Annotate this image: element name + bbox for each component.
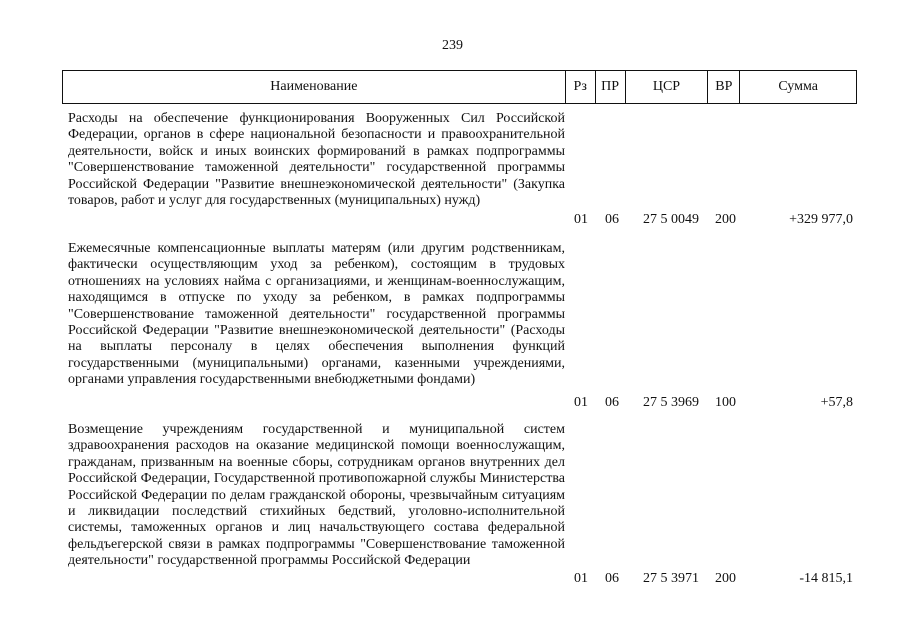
row-name: Возмещение учреждениям государственной и муниципальной систем здравоохранения расходов на оказание медицинской помощи военнослужащим, гражданам, призванным на военные сборы, сотрудникам органов внутренних дел Российской Федерации, Государственной противопожарной службы Министерства Российской Федерации по делам гражданской обороны, чрезвычайным ситуациям и ликвидации последствий стихийных бедствий, уголовно-исполнительной системы, таможенных органов и лиц начальствующего состава федеральной фельдъегерской связи в рамках подпрограммы "Совершенствование таможенной деятельности" государственной программы Российской Федерации [68, 422, 565, 569]
row-vr: 200 [715, 212, 736, 227]
header-name: Наименование [270, 79, 358, 94]
header-csr: ЦСР [625, 71, 708, 103]
table-row [62, 111, 857, 235]
row-csr: 27 5 3971 [643, 571, 699, 586]
table-header [62, 70, 857, 104]
row-csr: 27 5 3969 [643, 395, 699, 410]
header-sum: Сумма [739, 71, 856, 103]
row-rz: 01 [574, 395, 588, 410]
row-rz: 01 [574, 212, 588, 227]
header-vr: ВР [707, 71, 739, 103]
row-sum: -14 815,1 [799, 571, 853, 586]
table-row [62, 241, 857, 413]
row-vr: 200 [715, 571, 736, 586]
header-rz: Рз [565, 71, 595, 103]
row-csr: 27 5 0049 [643, 212, 699, 227]
page-number: 239 [442, 38, 463, 53]
row-pr: 06 [605, 212, 619, 227]
row-pr: 06 [605, 395, 619, 410]
row-pr: 06 [605, 571, 619, 586]
row-vr: 100 [715, 395, 736, 410]
header-pr: ПР [595, 71, 625, 103]
row-sum: +57,8 [820, 395, 853, 410]
row-rz: 01 [574, 571, 588, 586]
row-name: Расходы на обеспечение функционирования Вооруженных Сил Российской Федерации, органов в сфере национальной безопасности и правоохранительной деятельности, войск и иных воинских формирований в рамках подпрограммы "Совершенствование таможенной деятельности" государственной программы Российской Федерации "Развитие внешнеэкономической деятельности" (Закупка товаров, работ и услуг для государственных (муниципальных) нужд) [68, 111, 565, 209]
table-row [62, 422, 857, 594]
row-name: Ежемесячные компенсационные выплаты матерям (или другим родственникам, фактически осуществляющим уход за ребенком), состоящим в трудовых отношениях на условиях найма с организациями, и женщинам-военнослужащим, находящимся в отпуске по уходу за ребенком, в рамках подпрограммы "Совершенствование таможенной деятельности" государственной программы Российской Федерации "Развитие внешнеэкономической деятельности" (Расходы на выплаты персоналу в целях обеспечения выполнения функций государственными (муниципальными) органами, казенными учреждениями, органами управления государственными внебюджетными фондами) [68, 241, 565, 388]
row-sum: +329 977,0 [789, 212, 853, 227]
